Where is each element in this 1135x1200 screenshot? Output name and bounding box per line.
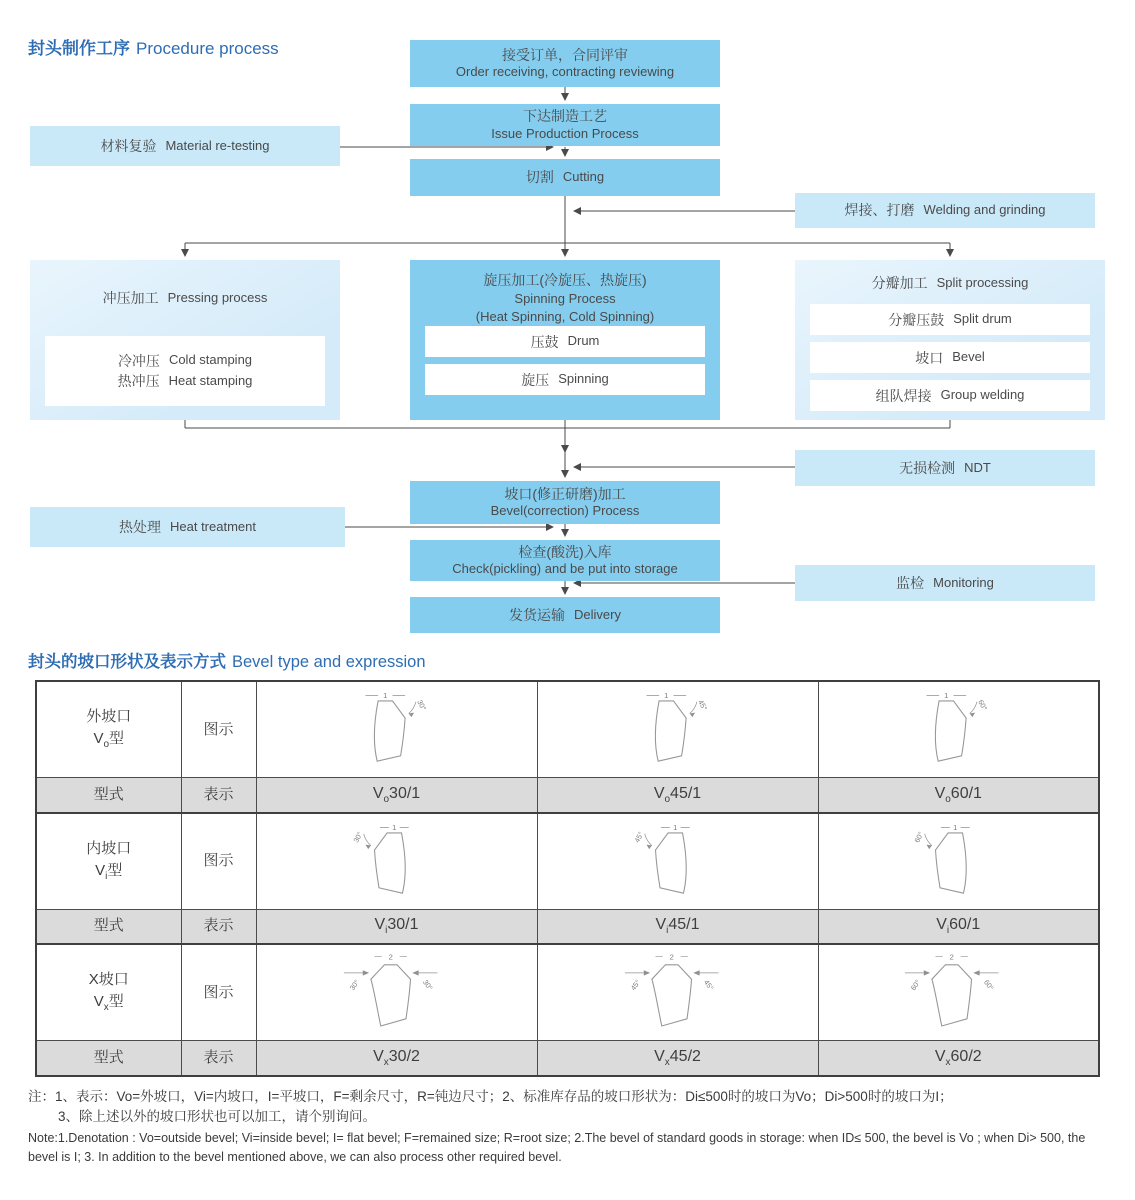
flow-node-material-retesting: [30, 126, 340, 166]
vx-30-diagram-cell: [256, 944, 537, 1041]
heat-stamping-en: Heat stamping: [168, 372, 253, 388]
svg-text:1: 1: [663, 691, 668, 701]
table-row-vi-codes: [36, 909, 1099, 944]
node-spinning-process-zh: 旋压加工(冷旋压、热旋压): [483, 272, 647, 288]
bevel-zh: 坡口: [915, 349, 944, 366]
node-bevel-correction-en: Bevel(correction) Process: [490, 503, 640, 519]
flow-branch-pressing: [30, 260, 340, 420]
note-zh-line2: 3、除上述以外的坡口形状也可以加工，请个别询问。: [58, 1108, 377, 1124]
vi-45-diagram-cell: [537, 813, 818, 910]
vo-45-diagram-cell: [537, 681, 818, 778]
node-cutting-zh: 切割: [525, 169, 554, 186]
svg-text:60°: 60°: [912, 829, 926, 844]
vo-60-code: $V_o60/1$: [818, 778, 1099, 813]
bevel-diagram-outside-30: [322, 682, 472, 772]
bevel-diagram-double-60: [883, 945, 1033, 1035]
flowchart-title: [28, 34, 279, 59]
split-drum-box: [810, 304, 1090, 335]
svg-text:45°: 45°: [701, 977, 716, 993]
bevel-title-en: Bevel type and expression: [232, 653, 426, 671]
table-row-vx-illustration: [36, 944, 1099, 1041]
flow-node-order: [410, 40, 720, 87]
bevel-table: [35, 680, 1100, 1077]
vi-60-code: $V_i60/1$: [818, 909, 1099, 944]
node-spinning-process-en1: Spinning Process: [514, 291, 616, 307]
vi-type-label: $V_i$型: [95, 861, 123, 882]
vo-name-zh: 外坡口: [86, 708, 132, 726]
bevel-en: Bevel: [952, 349, 985, 365]
svg-text:30°: 30°: [420, 977, 435, 993]
notes: [28, 1087, 1108, 1167]
heat-stamping-zh: 热冲压: [117, 373, 160, 389]
table-row-vx-codes: [36, 1041, 1099, 1076]
node-bevel-correction-zh: 坡口(修正研磨)加工: [504, 485, 626, 502]
table-row-vi-illustration: [36, 813, 1099, 910]
group-welding-box: [810, 380, 1090, 411]
vx-group-label: [36, 944, 181, 1041]
split-header: [810, 260, 1090, 304]
spinning-en: Spinning: [558, 371, 609, 387]
node-welding-zh: 焊接、打磨: [844, 202, 915, 219]
svg-text:2: 2: [669, 952, 674, 962]
node-material-zh: 材料复验: [100, 137, 157, 154]
cold-stamping-en: Cold stamping: [168, 352, 253, 368]
vi-45-code: $V_i45/1$: [537, 909, 818, 944]
node-delivery-zh: 发货运输: [509, 606, 566, 623]
node-check-en: Check(pickling) and be put into storage: [452, 561, 678, 577]
node-monitoring-en: Monitoring: [933, 574, 994, 590]
node-split-zh: 分瓣加工: [871, 275, 928, 291]
node-pressing-zh: 冲压加工: [102, 289, 159, 306]
vx-60-code: $V_x60/2$: [818, 1041, 1099, 1076]
vi-illustration-label: 图示: [181, 813, 256, 910]
node-delivery-en: Delivery: [574, 606, 621, 622]
vi-express-cell: 表示: [181, 909, 256, 944]
svg-text:45°: 45°: [631, 829, 645, 844]
node-split-en: Split processing: [936, 274, 1029, 290]
table-row-vo-codes: [36, 778, 1099, 813]
table-row-vo-illustration: [36, 681, 1099, 778]
node-welding-en: Welding and grinding: [923, 202, 1046, 218]
group-welding-zh: 组队焊接: [875, 387, 932, 404]
pressing-methods-box: [45, 336, 325, 406]
cold-stamping-zh: 冷冲压: [117, 352, 160, 369]
flow-branch-split: [795, 260, 1105, 420]
flow-node-bevel-correction: [410, 481, 720, 524]
node-material-en: Material re-testing: [165, 137, 270, 153]
flow-node-heat-treatment: [30, 507, 345, 547]
svg-text:45°: 45°: [695, 698, 709, 713]
node-heat-treatment-en: Heat treatment: [170, 518, 256, 534]
heat-stamping-row: [118, 372, 253, 390]
bevel-section: [28, 648, 1108, 1167]
svg-text:2: 2: [388, 952, 393, 962]
vx-45-code: $V_x45/2$: [537, 1041, 818, 1076]
flow-node-welding-grinding: [795, 193, 1095, 228]
svg-text:1: 1: [382, 691, 387, 701]
svg-text:30°: 30°: [347, 977, 361, 993]
vi-name-zh: 内坡口: [86, 839, 132, 857]
svg-text:1: 1: [672, 822, 677, 832]
cold-stamping-row: [118, 352, 252, 370]
flow-node-cutting: [410, 159, 720, 196]
bevel-diagram-outside-60: [883, 682, 1033, 772]
note-en: Note:1.Denotation : Vo=outside bevel; Vi=inside bevel; I= flat bevel; F=remained size; R=root size; 2.The bevel of standard goods in storage: when ID≤ 500, the bevel is Vo ; when Di> 500, the bevel is I; 3. In addition to the bevel mentioned above, we can also process other required bevel.: [28, 1131, 1086, 1164]
drum-box: [425, 326, 705, 357]
svg-text:60°: 60°: [982, 977, 996, 993]
vi-type-cell: 型式: [36, 909, 181, 944]
spinning-box: [425, 364, 705, 395]
node-ndt-en: NDT: [964, 459, 991, 475]
vo-30-diagram-cell: [256, 681, 537, 778]
vx-name-zh: X坡口: [88, 971, 129, 989]
vx-60-diagram-cell: [818, 944, 1099, 1041]
flow-node-monitoring: [795, 565, 1095, 601]
vo-illustration-label: 图示: [181, 681, 256, 778]
node-check-zh: 检查(酸洗)入库: [518, 543, 612, 560]
node-issue-en: Issue Production Process: [491, 125, 639, 141]
vx-express-cell: 表示: [181, 1041, 256, 1076]
node-ndt-zh: 无损检测: [899, 459, 956, 476]
vx-45-diagram-cell: [537, 944, 818, 1041]
svg-text:45°: 45°: [628, 977, 642, 993]
svg-text:1: 1: [953, 822, 958, 832]
bevel-title-zh: 封头的坡口形状及表示方式: [28, 653, 226, 671]
bevel-diagram-inside-60: [883, 814, 1033, 904]
bevel-diagram-double-45: [603, 945, 753, 1035]
spinning-header: [425, 260, 705, 326]
flow-node-check-storage: [410, 540, 720, 581]
bevel-diagram-outside-45: [603, 682, 753, 772]
svg-text:60°: 60°: [976, 698, 990, 713]
node-spinning-process-en2: (Heat Spinning, Cold Spinning): [475, 309, 655, 325]
node-monitoring-zh: 监检: [896, 574, 925, 591]
vi-group-label: [36, 813, 181, 910]
node-issue-zh: 下达制造工艺: [523, 108, 607, 125]
vo-60-diagram-cell: [818, 681, 1099, 778]
svg-text:30°: 30°: [414, 698, 428, 713]
svg-text:1: 1: [391, 822, 396, 832]
flowchart-title-zh: 封头制作工序: [28, 39, 130, 58]
vi-60-diagram-cell: [818, 813, 1099, 910]
flow-node-ndt: [795, 450, 1095, 486]
vo-group-label: [36, 681, 181, 778]
node-pressing-en: Pressing process: [167, 289, 268, 305]
vo-45-code: $V_o45/1$: [537, 778, 818, 813]
svg-text:1: 1: [944, 691, 949, 701]
bevel-section-title: [28, 648, 1108, 672]
note-zh-line1: 注：1、表示：Vo=外坡口，Vi=内坡口，I=平坡口，F=剩余尺寸，R=钝边尺寸；2、标准库存品的坡口形状为：Di≤500时的坡口为Vo；Di>500时的坡口为I；: [28, 1088, 953, 1104]
spinning-zh: 旋压: [521, 371, 550, 388]
vo-type-label: $V_o$型: [93, 730, 125, 751]
split-drum-en: Split drum: [953, 311, 1012, 327]
vx-30-code: $V_x30/2$: [256, 1041, 537, 1076]
bevel-diagram-inside-45: [603, 814, 753, 904]
node-heat-treatment-zh: 热处理: [119, 518, 161, 535]
drum-en: Drum: [567, 333, 600, 349]
node-cutting-en: Cutting: [562, 169, 605, 185]
drum-zh: 压鼓: [530, 333, 559, 350]
vx-type-cell: 型式: [36, 1041, 181, 1076]
vo-30-code: $V_o30/1$: [256, 778, 537, 813]
pressing-header: [45, 260, 325, 336]
vo-express-cell: 表示: [181, 778, 256, 813]
svg-text:2: 2: [949, 952, 955, 962]
group-welding-en: Group welding: [940, 387, 1025, 403]
vi-30-diagram-cell: [256, 813, 537, 910]
svg-text:60°: 60°: [908, 977, 923, 993]
node-order-zh: 接受订单，合同评审: [502, 46, 628, 63]
bevel-box: [810, 342, 1090, 373]
vi-30-code: $V_i30/1$: [256, 909, 537, 944]
flowchart-title-en: Procedure process: [136, 39, 279, 58]
flow-node-delivery: [410, 597, 720, 633]
svg-text:30°: 30°: [350, 829, 364, 844]
split-drum-zh: 分瓣压鼓: [888, 311, 945, 328]
flow-branch-spinning: [410, 260, 720, 420]
vo-type-cell: 型式: [36, 778, 181, 813]
node-order-en: Order receiving, contracting reviewing: [455, 64, 675, 80]
bevel-diagram-inside-30: [322, 814, 472, 904]
vx-illustration-label: 图示: [181, 944, 256, 1041]
bevel-diagram-double-30: [322, 945, 472, 1035]
flow-node-issue: [410, 104, 720, 146]
vx-type-label: $V_x$型: [93, 993, 124, 1014]
